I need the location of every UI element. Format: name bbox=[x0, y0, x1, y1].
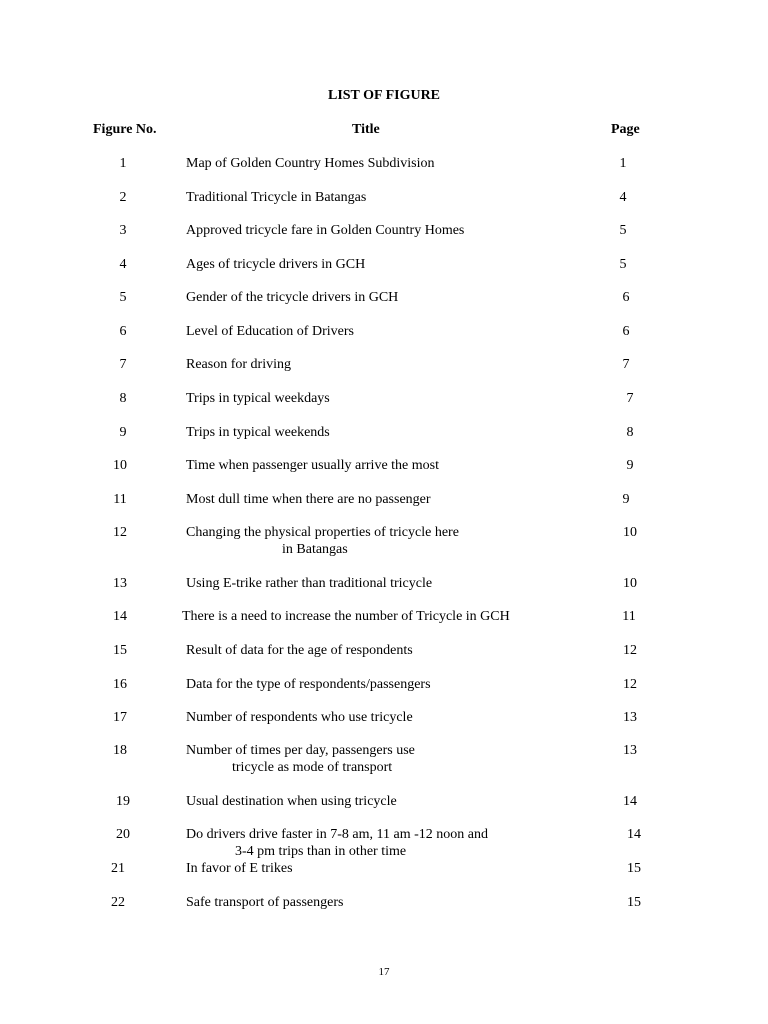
column-header-page: Page bbox=[611, 122, 640, 137]
figure-number: 5 bbox=[119, 290, 127, 305]
figure-page: 10 bbox=[623, 525, 637, 540]
figure-page: 9 bbox=[622, 492, 630, 507]
figure-number: 17 bbox=[113, 710, 127, 725]
figure-page: 13 bbox=[623, 743, 637, 758]
figure-page: 7 bbox=[622, 357, 630, 372]
figure-title bbox=[186, 491, 586, 508]
figure-title bbox=[186, 222, 586, 239]
figure-page: 8 bbox=[626, 425, 634, 440]
figure-page: 14 bbox=[627, 827, 641, 842]
figure-title-line1: Data for the type of respondents/passengers bbox=[186, 677, 431, 692]
figure-number: 6 bbox=[119, 324, 127, 339]
figure-title bbox=[182, 608, 582, 625]
figure-title bbox=[186, 390, 586, 407]
figure-number: 19 bbox=[116, 794, 130, 809]
figure-title bbox=[186, 575, 586, 592]
figure-title-line1: Approved tricycle fare in Golden Country Homes bbox=[186, 223, 465, 238]
figure-page: 12 bbox=[623, 677, 637, 692]
figure-number: 16 bbox=[113, 677, 127, 692]
figure-title-line1: Using E-trike rather than traditional tricycle bbox=[186, 576, 433, 591]
figure-title bbox=[186, 289, 586, 306]
figure-number: 13 bbox=[113, 576, 127, 591]
figure-page: 11 bbox=[622, 609, 636, 624]
figure-page: 6 bbox=[622, 324, 630, 339]
figure-title-line1: Traditional Tricycle in Batangas bbox=[186, 190, 367, 205]
figure-number: 21 bbox=[111, 861, 125, 876]
figure-title bbox=[186, 323, 586, 340]
figure-title bbox=[186, 356, 586, 373]
figure-title-line1: Number of times per day, passengers use bbox=[186, 743, 415, 758]
figure-title bbox=[186, 642, 586, 659]
figure-title bbox=[186, 742, 586, 776]
figure-title-line1: Do drivers drive faster in 7-8 am, 11 am -12 noon and bbox=[186, 827, 488, 842]
figure-title bbox=[186, 826, 586, 860]
figure-number: 20 bbox=[116, 827, 130, 842]
figure-page: 15 bbox=[627, 861, 641, 876]
figure-number: 22 bbox=[111, 895, 125, 910]
figure-title bbox=[186, 676, 586, 693]
figure-page: 6 bbox=[622, 290, 630, 305]
figure-title-line1: Most dull time when there are no passenger bbox=[186, 492, 431, 507]
figure-title-line1: Trips in typical weekdays bbox=[186, 391, 330, 406]
figure-title-line1: Number of respondents who use tricycle bbox=[186, 710, 413, 725]
figure-title-line1: Safe transport of passengers bbox=[186, 895, 344, 910]
figure-page: 1 bbox=[619, 156, 627, 171]
figure-title-line1: Result of data for the age of respondents bbox=[186, 643, 413, 658]
figure-page: 5 bbox=[619, 223, 627, 238]
figure-number: 18 bbox=[113, 743, 127, 758]
figure-number: 15 bbox=[113, 643, 127, 658]
column-header-figure-no: Figure No. bbox=[93, 122, 157, 137]
figure-title-line1: Ages of tricycle drivers in GCH bbox=[186, 257, 366, 272]
figure-number: 7 bbox=[119, 357, 127, 372]
figure-page: 13 bbox=[623, 710, 637, 725]
figure-number: 10 bbox=[113, 458, 127, 473]
figure-title bbox=[186, 709, 586, 726]
figure-title-line1: Time when passenger usually arrive the most bbox=[186, 458, 439, 473]
figure-title bbox=[186, 189, 586, 206]
figure-title bbox=[186, 793, 586, 810]
figure-title-line1: Level of Education of Drivers bbox=[186, 324, 354, 339]
figure-page: 12 bbox=[623, 643, 637, 658]
figure-title-line2: in Batangas bbox=[282, 542, 348, 557]
figure-title-line1: Usual destination when using tricycle bbox=[186, 794, 397, 809]
figure-number: 12 bbox=[113, 525, 127, 540]
figure-page: 7 bbox=[626, 391, 634, 406]
figure-page: 10 bbox=[623, 576, 637, 591]
figure-title-line1: Gender of the tricycle drivers in GCH bbox=[186, 290, 399, 305]
figure-page: 5 bbox=[619, 257, 627, 272]
page-title: LIST OF FIGURE bbox=[327, 88, 441, 103]
figure-number: 1 bbox=[119, 156, 127, 171]
figure-title bbox=[186, 860, 586, 877]
figure-title bbox=[186, 457, 586, 474]
figure-title bbox=[186, 155, 586, 172]
figure-page: 4 bbox=[619, 190, 627, 205]
figure-title-line1: In favor of E trikes bbox=[186, 861, 293, 876]
figure-number: 2 bbox=[119, 190, 127, 205]
figure-title-line1: There is a need to increase the number of Tricycle in GCH bbox=[182, 609, 510, 624]
figure-title-line1: Changing the physical properties of tricycle here bbox=[186, 525, 459, 540]
figure-title-line1: Map of Golden Country Homes Subdivision bbox=[186, 156, 435, 171]
figure-title-line2: tricycle as mode of transport bbox=[232, 760, 393, 775]
figure-page: 14 bbox=[623, 794, 637, 809]
figure-number: 8 bbox=[119, 391, 127, 406]
column-header-title: Title bbox=[352, 122, 380, 137]
figure-number: 11 bbox=[113, 492, 127, 507]
figure-page: 15 bbox=[627, 895, 641, 910]
figure-number: 9 bbox=[119, 425, 127, 440]
figure-title bbox=[186, 524, 586, 558]
figure-page: 9 bbox=[626, 458, 634, 473]
figure-number: 3 bbox=[119, 223, 127, 238]
figure-title bbox=[186, 256, 586, 273]
figure-title-line1: Reason for driving bbox=[186, 357, 291, 372]
figure-number: 14 bbox=[113, 609, 127, 624]
figure-number: 4 bbox=[119, 257, 127, 272]
figure-title-line2: 3-4 pm trips than in other time bbox=[235, 844, 407, 859]
figure-title-line1: Trips in typical weekends bbox=[186, 425, 330, 440]
figure-title bbox=[186, 894, 586, 911]
page-number: 17 bbox=[378, 966, 390, 978]
figure-title bbox=[186, 424, 586, 441]
